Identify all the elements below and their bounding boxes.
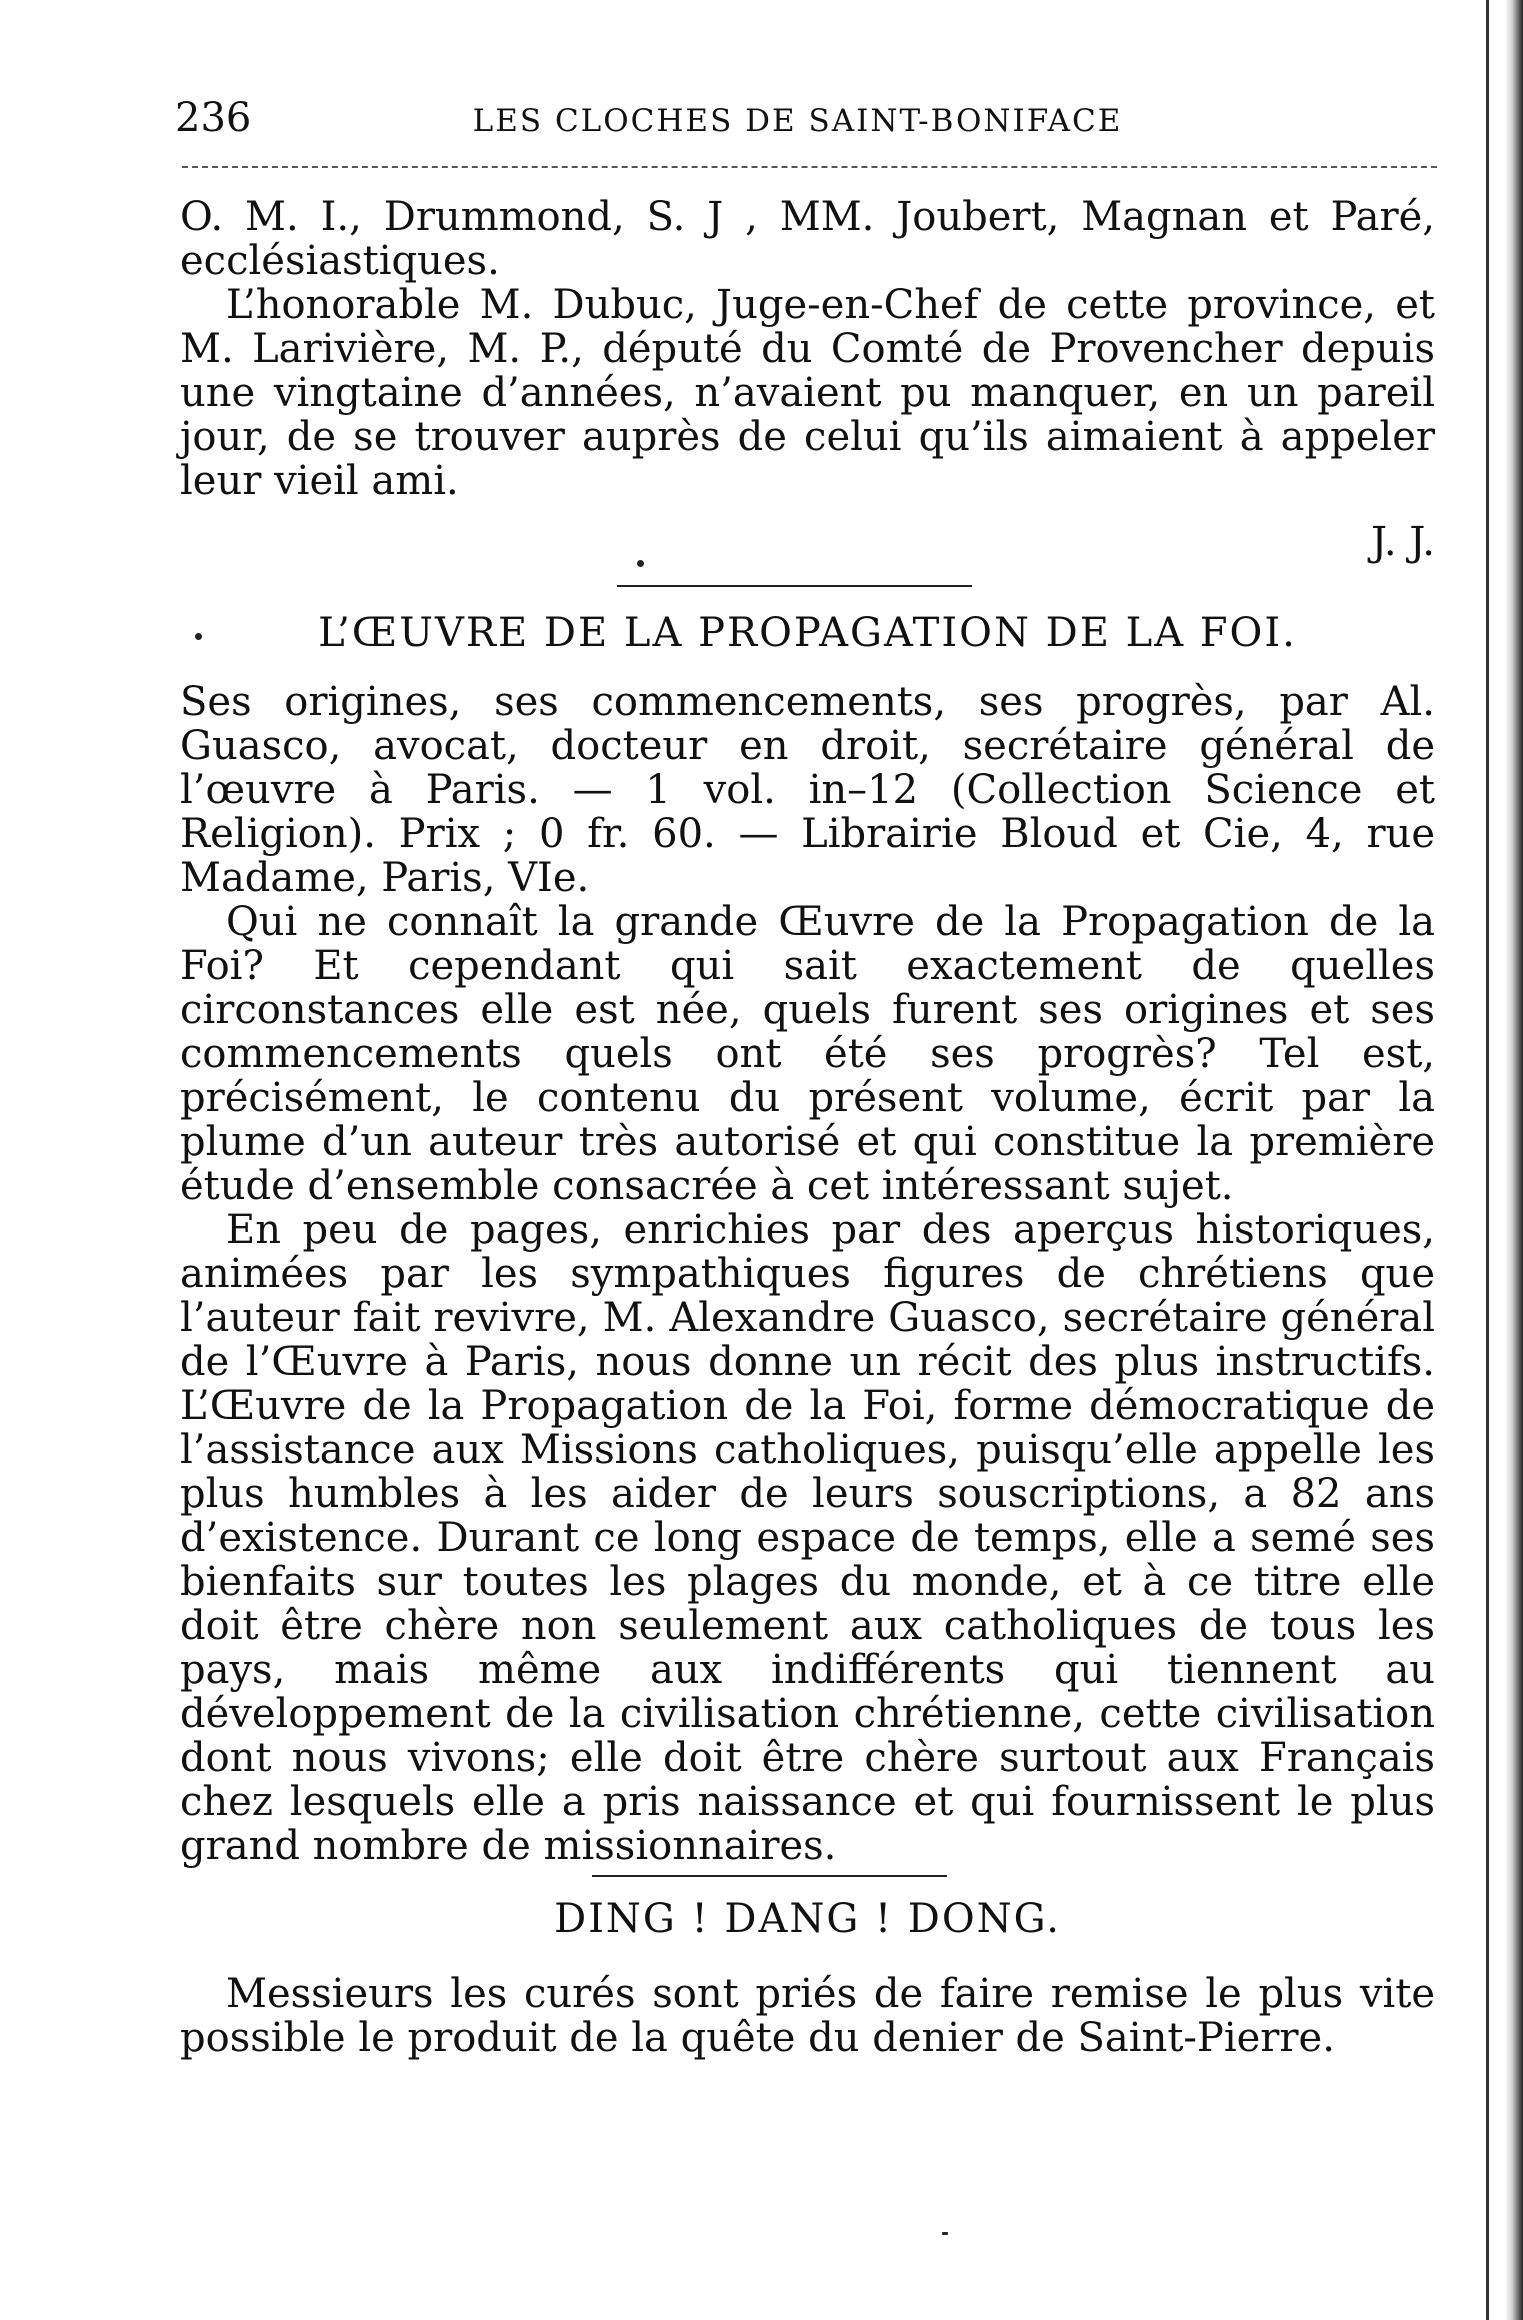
- paragraph: Messieurs les curés sont priés de faire remise le plus vite possible le produit de la quête du denier de Saint-Pierre.: [180, 1971, 1435, 2061]
- running-title: LES CLOCHES DE SAINT-BONIFACE: [472, 103, 1123, 139]
- paragraph: Qui ne connaît la grande Œuvre de la Propagation de la Foi? Et cependant qui sait exactement de quelles circonstances elle est née, quels furent ses origines et ses commencements quels ont été ses progrès? Tel est, précisément, le contenu du présent volume, écrit par la plume d’un auteur très autorisé et qui constitue la première étude d’ensemble consacrée à cet intéressant sujet.: [180, 899, 1435, 1209]
- page-edge-shadow: [1505, 0, 1523, 2320]
- bibliographic-note: Ses origines, ses commencements, ses progrès, par Al. Guasco, avocat, docteur en droit, secrétaire général de l’œuvre à Paris. — 1 vol. in–12 (Collection Science et Religion). Prix ; 0 fr. 60. — Librairie Bloud et Cie, 4, rue Madame, Paris, VIe.: [180, 679, 1435, 901]
- paragraph: En peu de pages, enrichies par des aperçus historiques, animées par les sympathiques figures de chrétiens que l’auteur fait revivre, M. Alexandre Guasco, secrétaire général de l’Œuvre à Paris, nous donne un récit des plus instructifs. L’Œuvre de la Propagation de la Foi, forme démocratique de l’assistance aux Missions catholiques, puisqu’elle appelle les plus humbles à les aider de leurs souscriptions, a 82 ans d’existence. Durant ce long espace de temps, elle a semé ses bienfaits sur toutes les plages du monde, et à ce titre elle doit être chère non seulement aux catholiques de tous les pays, mais même aux indifférents qui tiennent au développement de la civilisation chrétienne, cette civilisation dont nous vivons; elle doit être chère surtout aux Français chez lesquels elle a pris naissance et qui fournissent le plus grand nombre de missionnaires.: [180, 1207, 1435, 1869]
- section-heading: DING ! DANG ! DONG.: [554, 1896, 1061, 1942]
- page-edge-line: [1486, 0, 1489, 2320]
- section-heading: L’ŒUVRE DE LA PROPAGATION DE LA FOI.: [318, 610, 1297, 656]
- section-ding-dang-dong: [180, 1972, 1435, 2060]
- running-header: [175, 95, 1420, 145]
- ink-mark: [942, 2232, 948, 2235]
- ink-dot: [637, 560, 644, 567]
- page-number: 236: [175, 95, 252, 141]
- header-rule: [182, 166, 1437, 168]
- section-continuation: [180, 195, 1435, 503]
- section-rule: [617, 585, 972, 587]
- section-rule: [592, 1875, 947, 1877]
- author-signature: J. J.: [1370, 519, 1435, 565]
- paragraph: L’honorable M. Dubuc, Juge-en-Chef de cette province, et M. Larivière, M. P., député du Comté de Provencher depuis une vingtaine d’années, n’avaient pu manquer, en un pareil jour, de se trouver auprès de celui qu’ils aimaient à appeler leur vieil ami.: [180, 282, 1435, 504]
- section-propagation: [180, 680, 1435, 1868]
- paragraph: O. M. I., Drummond, S. J , MM. Joubert, Magnan et Paré, ecclésiastiques.: [180, 194, 1435, 284]
